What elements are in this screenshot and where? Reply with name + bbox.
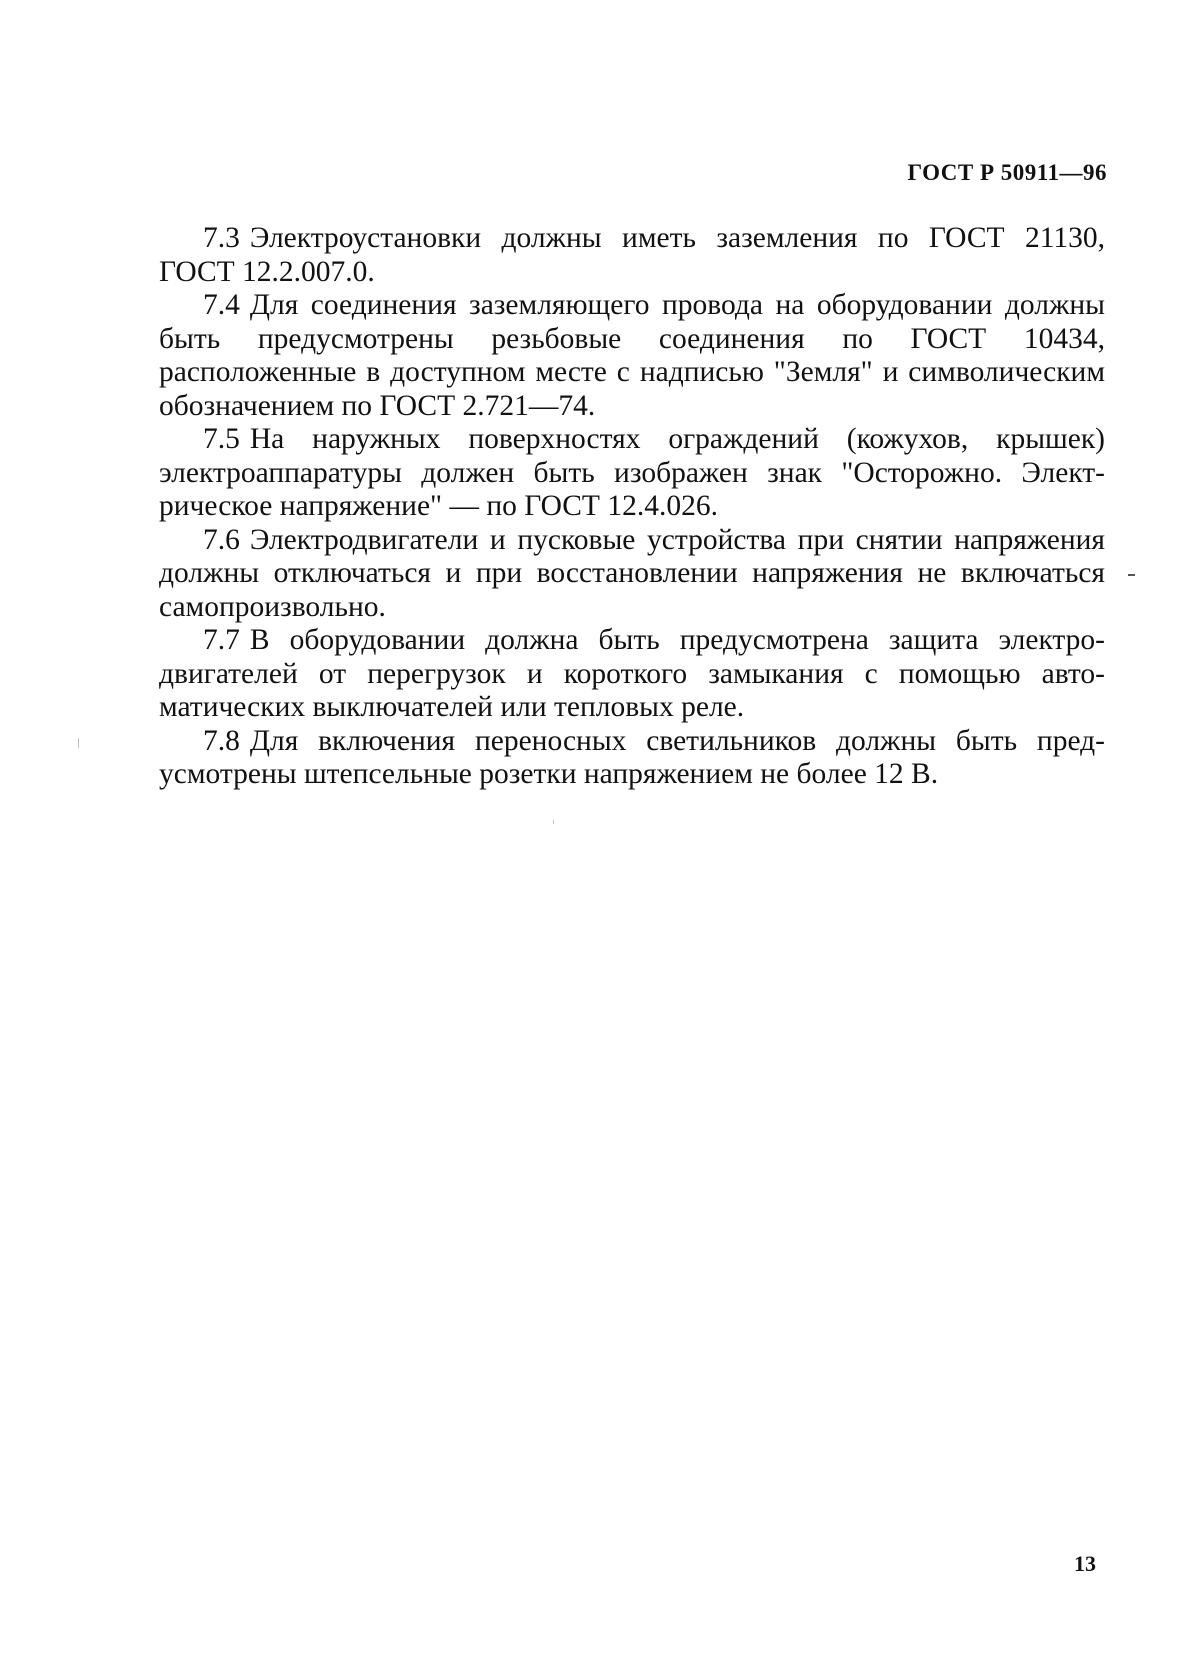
paragraph-7-3 xyxy=(159,222,1105,289)
paragraph-text: Электроустановки должны иметь заземления по ГОСТ 21130, ГОСТ 12.2.007.0. xyxy=(159,222,1105,288)
paragraph-number: 7.4 xyxy=(203,289,240,321)
paragraph-number: 7.7 xyxy=(203,624,240,656)
paragraph-number: 7.3 xyxy=(203,222,240,254)
paragraph-text: В оборудовании должна быть предусмотрена защита электродвигателей от перегрузок и короткого замыкания с помощью автоматических выключателей или тепловых реле. xyxy=(159,624,1105,723)
paragraph-number: 7.8 xyxy=(203,724,240,757)
paragraph-number: 7.6 xyxy=(203,523,240,556)
paragraph-text: Электродвигатели и пусковые устройства при снятии напряжения должны отключаться и при восстановлении напряжения не включаться самопроизвольно. xyxy=(159,523,1105,623)
paragraph-7-7 xyxy=(159,624,1105,725)
paragraph-7-4 xyxy=(159,289,1105,423)
scan-speck xyxy=(553,820,554,824)
paragraph-7-5 xyxy=(159,423,1105,524)
paragraph-number: 7.5 xyxy=(203,423,240,455)
scan-speck xyxy=(1128,574,1135,576)
paragraph-text: Для соединения заземляющего провода на оборудовании должны быть предусмотрены резьбовые соединения по ГОСТ 10434, расположенные в доступном месте с надписью "Земля" и символическим обозначением по ГОСТ 2.721—74. xyxy=(159,289,1105,422)
paragraph-7-8 xyxy=(159,725,1105,792)
page-number: 13 xyxy=(1074,1551,1096,1576)
paragraph-7-6 xyxy=(159,524,1105,625)
document-header: ГОСТ Р 50911—96 xyxy=(907,160,1107,185)
scan-speck xyxy=(78,738,79,748)
document-body xyxy=(159,222,1105,792)
paragraph-text: На наружных поверхностях ограждений (кожухов, крышек) электроаппаратуры должен быть изображен знак "Осторожно. Электрическое напряжение" — по ГОСТ 12.4.026. xyxy=(159,423,1105,522)
paragraph-text: Для включения переносных светильников должны быть предусмотрены штепсельные розетки напряжением не более 12 В. xyxy=(159,724,1105,790)
